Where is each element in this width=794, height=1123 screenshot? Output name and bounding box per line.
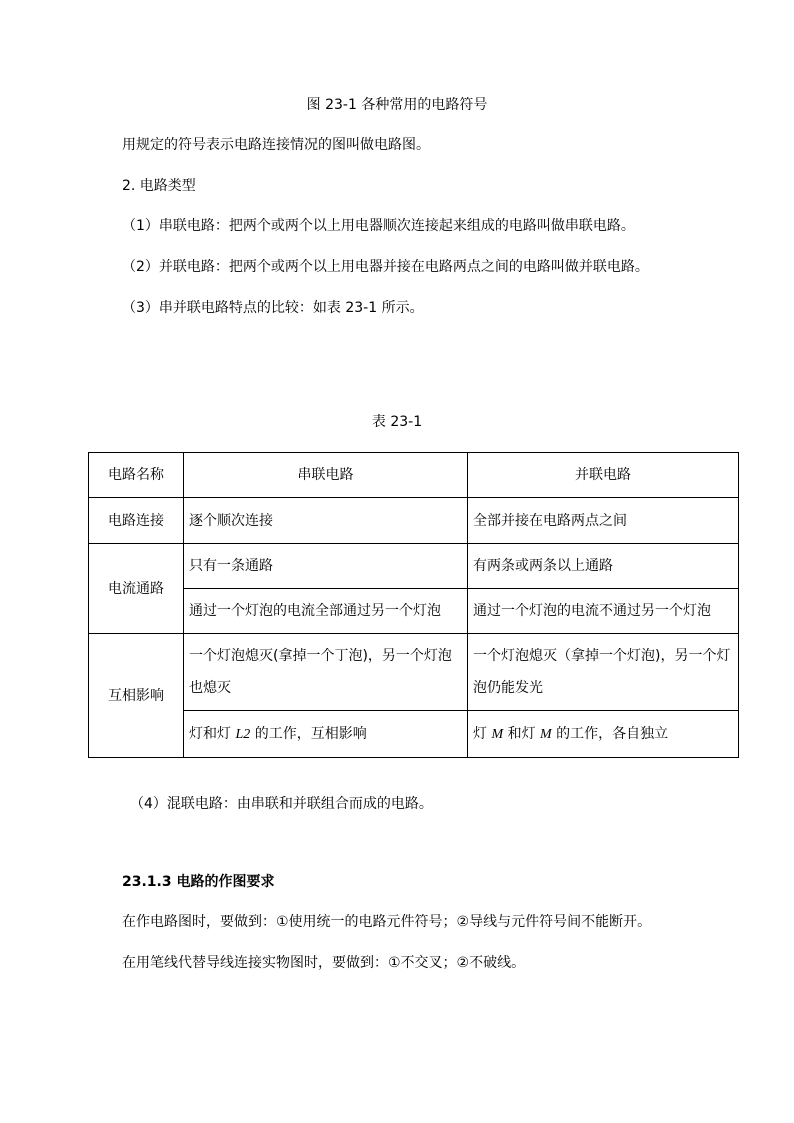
parallel-text-pre: 灯 — [473, 725, 492, 742]
table-row-influence-1 — [89, 634, 739, 711]
table-row-current-path-1 — [89, 544, 739, 589]
cell-current-parallel-2: 通过一个灯泡的电流不通过另一个灯泡 — [468, 589, 739, 634]
cell-connection-parallel: 全部并接在电路两点之间 — [468, 498, 739, 544]
parallel-circuit-item: （2）并联电路：把两个或两个以上用电器并接在电路两点之间的电路叫做并联电路。 — [122, 259, 649, 275]
cell-current-series-1: 只有一条通路 — [184, 544, 468, 589]
section-circuit-types: 2. 电路类型 — [122, 178, 196, 194]
row-label-current-path: 电流通路 — [89, 544, 184, 634]
cell-influence-series-2 — [184, 711, 468, 758]
comparison-table — [88, 452, 739, 758]
cell-current-series-2: 通过一个灯泡的电流全部通过另一个灯泡 — [184, 589, 468, 634]
drawing-requirements-paragraph: 在作电路图时，要做到：①使用统一的电路元件符号；②导线与元件符号间不能断开。 — [122, 914, 652, 930]
cell-connection-series: 逐个顺次连接 — [184, 498, 468, 544]
header-circuit-name: 电路名称 — [89, 453, 184, 498]
var-m-1: M — [491, 726, 504, 742]
cell-influence-parallel-2 — [468, 711, 739, 758]
var-m-2: M — [540, 726, 552, 742]
series-text-pre: 灯和灯 — [189, 725, 236, 742]
header-parallel: 并联电路 — [468, 453, 739, 498]
header-series: 串联电路 — [184, 453, 468, 498]
var-l2: L2 — [235, 726, 251, 742]
section-heading-drawing: 23.1.3 电路的作图要求 — [122, 874, 275, 890]
cell-influence-series-1: 一个灯泡熄灭(拿掉一个丁泡)，另一个灯泡也熄灭 — [184, 634, 468, 711]
row-label-connection: 电路连接 — [89, 498, 184, 544]
parallel-text-post: 的工作，各自独立 — [551, 725, 669, 742]
table-caption: 表 23-1 — [371, 414, 423, 430]
comparison-item: （3）串并联电路特点的比较：如表 23-1 所示。 — [122, 300, 424, 316]
table-row-influence-2 — [89, 711, 739, 758]
series-circuit-item: （1）串联电路：把两个或两个以上用电器顺次连接起来组成的电路叫做串联电路。 — [122, 218, 635, 234]
wiring-requirements-paragraph: 在用笔线代替导线连接实物图时，要做到：①不交叉；②不破线。 — [122, 955, 526, 971]
series-text-post: 的工作，互相影响 — [250, 725, 367, 742]
definition-paragraph: 用规定的符号表示电路连接情况的图叫做电路图。 — [122, 137, 430, 153]
cell-influence-parallel-1: 一个灯泡熄灭（拿掉一个灯泡)，另一个灯 泡仍能发光 — [468, 634, 739, 711]
cell-current-parallel-1: 有两条或两条以上通路 — [468, 544, 739, 589]
table-row-current-path-2 — [89, 589, 739, 634]
table-header-row — [89, 453, 739, 498]
mixed-circuit-item: （4）混联电路：由串联和并联组合而成的电路。 — [130, 796, 433, 812]
row-label-influence: 互相影响 — [89, 634, 184, 758]
parallel-text-mid: 和灯 — [503, 725, 541, 742]
table-row-connection — [89, 498, 739, 544]
figure-caption: 图 23-1 各种常用的电路符号 — [306, 97, 488, 113]
